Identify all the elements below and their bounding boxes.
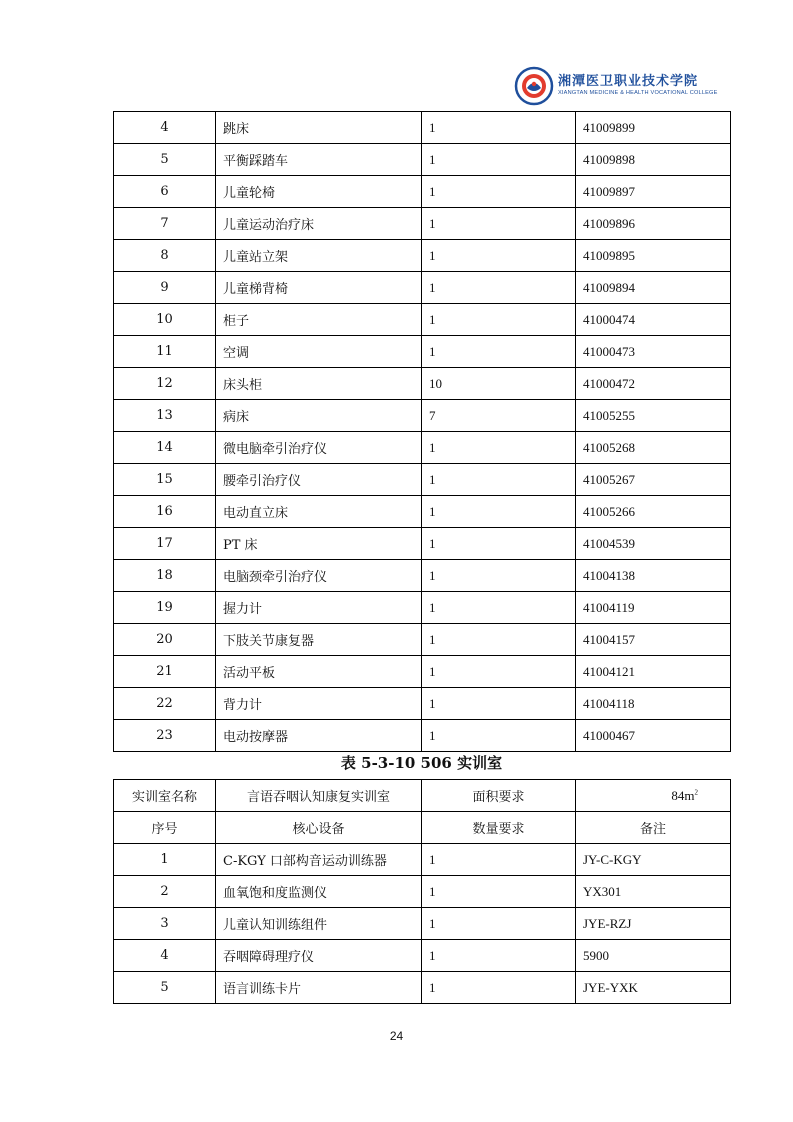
- row-number-cell: 10: [114, 304, 216, 336]
- quantity-cell: 1: [422, 720, 576, 752]
- area-value-cell: [576, 780, 731, 812]
- room-info-row: [114, 780, 731, 812]
- row-number-cell: 13: [114, 400, 216, 432]
- header-note: 备注: [576, 812, 731, 844]
- quantity-cell: 1: [422, 144, 576, 176]
- note-cell: 41000472: [576, 368, 731, 400]
- college-name-cn: 湘潭医卫职业技术学院: [558, 74, 699, 89]
- equipment-name-cell: 儿童认知训练组件: [216, 908, 422, 940]
- quantity-cell: 1: [422, 624, 576, 656]
- area-unit-superscript: 2: [694, 788, 698, 797]
- table-row: [114, 592, 731, 624]
- equipment-name-cell: 握力计: [216, 592, 422, 624]
- note-cell: 41005268: [576, 432, 731, 464]
- row-number-cell: 5: [114, 972, 216, 1004]
- quantity-cell: 1: [422, 972, 576, 1004]
- equipment-name-cell: 空调: [216, 336, 422, 368]
- page-number: 24: [389, 1029, 404, 1043]
- row-number-cell: 17: [114, 528, 216, 560]
- equipment-name-cell: 床头柜: [216, 368, 422, 400]
- table-row: [114, 144, 731, 176]
- area-label-cell: 面积要求: [422, 780, 576, 812]
- table-row: [114, 940, 731, 972]
- note-cell: 41000474: [576, 304, 731, 336]
- quantity-cell: 7: [422, 400, 576, 432]
- quantity-cell: 1: [422, 240, 576, 272]
- note-cell: 41004539: [576, 528, 731, 560]
- table-row: [114, 972, 731, 1004]
- note-cell: 41004118: [576, 688, 731, 720]
- note-cell: 41009899: [576, 112, 731, 144]
- note-cell: 41004157: [576, 624, 731, 656]
- note-cell: 41000467: [576, 720, 731, 752]
- row-number-cell: 3: [114, 908, 216, 940]
- quantity-cell: 1: [422, 940, 576, 972]
- equipment-name-cell: 微电脑牵引治疗仪: [216, 432, 422, 464]
- table-row: [114, 432, 731, 464]
- equipment-name-cell: 血氧饱和度监测仪: [216, 876, 422, 908]
- quantity-cell: 1: [422, 688, 576, 720]
- equipment-name-cell: 儿童梯背椅: [216, 272, 422, 304]
- row-number-cell: 1: [114, 844, 216, 876]
- table-row: [114, 112, 731, 144]
- note-cell: 41004121: [576, 656, 731, 688]
- equipment-name-cell: 电动直立床: [216, 496, 422, 528]
- note-cell: 41004138: [576, 560, 731, 592]
- row-number-cell: 4: [114, 112, 216, 144]
- note-cell: 41009896: [576, 208, 731, 240]
- table-row: [114, 400, 731, 432]
- quantity-cell: 1: [422, 432, 576, 464]
- note-cell: 41005267: [576, 464, 731, 496]
- row-number-cell: 14: [114, 432, 216, 464]
- row-number-cell: 16: [114, 496, 216, 528]
- quantity-cell: 1: [422, 208, 576, 240]
- note-cell: YX301: [576, 876, 731, 908]
- note-cell: 41005255: [576, 400, 731, 432]
- note-cell: 41009897: [576, 176, 731, 208]
- table-row: [114, 368, 731, 400]
- table-row: [114, 688, 731, 720]
- row-number-cell: 11: [114, 336, 216, 368]
- quantity-cell: 1: [422, 908, 576, 940]
- equipment-name-cell: 电脑颈牵引治疗仪: [216, 560, 422, 592]
- table-row: [114, 656, 731, 688]
- equipment-name-cell: 柜子: [216, 304, 422, 336]
- equipment-table-body: [114, 112, 731, 752]
- table-row: [114, 336, 731, 368]
- table-row: [114, 240, 731, 272]
- training-room-506-table: [113, 779, 731, 1004]
- room-equipment-body: [114, 844, 731, 1004]
- table-row: [114, 496, 731, 528]
- table-row: [114, 464, 731, 496]
- equipment-name-cell: 跳床: [216, 112, 422, 144]
- college-emblem-icon: [514, 66, 554, 106]
- equipment-name-cell: 平衡踩踏车: [216, 144, 422, 176]
- note-cell: 41000473: [576, 336, 731, 368]
- header-qty: 数量要求: [422, 812, 576, 844]
- equipment-name-cell: 病床: [216, 400, 422, 432]
- quantity-cell: 1: [422, 876, 576, 908]
- header-name: 核心设备: [216, 812, 422, 844]
- table-row: [114, 560, 731, 592]
- quantity-cell: 1: [422, 528, 576, 560]
- equipment-name-cell: 儿童运动治疗床: [216, 208, 422, 240]
- college-name-en: XIANGTAN MEDICINE & HEALTH VOCATIONAL COLLEGE: [558, 90, 718, 96]
- quantity-cell: 1: [422, 176, 576, 208]
- equipment-name-cell: 背力计: [216, 688, 422, 720]
- quantity-cell: 10: [422, 368, 576, 400]
- equipment-table-continued: [113, 111, 731, 752]
- row-number-cell: 22: [114, 688, 216, 720]
- note-cell: 41009898: [576, 144, 731, 176]
- quantity-cell: 1: [422, 560, 576, 592]
- note-cell: 41005266: [576, 496, 731, 528]
- area-value: 84m: [671, 787, 695, 803]
- table-row: [114, 528, 731, 560]
- college-logo: [514, 66, 774, 106]
- note-cell: JYE-RZJ: [576, 908, 731, 940]
- quantity-cell: 1: [422, 272, 576, 304]
- quantity-cell: 1: [422, 844, 576, 876]
- row-number-cell: 19: [114, 592, 216, 624]
- header-no: 序号: [114, 812, 216, 844]
- row-number-cell: 6: [114, 176, 216, 208]
- quantity-cell: 1: [422, 112, 576, 144]
- row-number-cell: 21: [114, 656, 216, 688]
- equipment-name-cell: 电动按摩器: [216, 720, 422, 752]
- table-row: [114, 624, 731, 656]
- room-label-cell: 实训室名称: [114, 780, 216, 812]
- row-number-cell: 9: [114, 272, 216, 304]
- table-row: [114, 208, 731, 240]
- quantity-cell: 1: [422, 592, 576, 624]
- row-number-cell: 8: [114, 240, 216, 272]
- equipment-name-cell: 儿童站立架: [216, 240, 422, 272]
- quantity-cell: 1: [422, 304, 576, 336]
- note-cell: JY-C-KGY: [576, 844, 731, 876]
- table-row: [114, 908, 731, 940]
- row-number-cell: 7: [114, 208, 216, 240]
- table-row: [114, 272, 731, 304]
- quantity-cell: 1: [422, 656, 576, 688]
- row-number-cell: 18: [114, 560, 216, 592]
- table-row: [114, 176, 731, 208]
- equipment-name-cell: 吞咽障碍理疗仪: [216, 940, 422, 972]
- equipment-name-cell: 腰牵引治疗仪: [216, 464, 422, 496]
- row-number-cell: 4: [114, 940, 216, 972]
- equipment-name-cell: 儿童轮椅: [216, 176, 422, 208]
- row-number-cell: 23: [114, 720, 216, 752]
- table-row: [114, 844, 731, 876]
- table-row: [114, 876, 731, 908]
- row-number-cell: 12: [114, 368, 216, 400]
- note-cell: 41009894: [576, 272, 731, 304]
- room-name-cell: 言语吞咽认知康复实训室: [216, 780, 422, 812]
- equipment-name-cell: C-KGY 口部构音运动训练器: [216, 844, 422, 876]
- table-row: [114, 720, 731, 752]
- note-cell: 41004119: [576, 592, 731, 624]
- equipment-name-cell: 下肢关节康复器: [216, 624, 422, 656]
- row-number-cell: 2: [114, 876, 216, 908]
- quantity-cell: 1: [422, 336, 576, 368]
- quantity-cell: 1: [422, 496, 576, 528]
- row-number-cell: 15: [114, 464, 216, 496]
- equipment-name-cell: 活动平板: [216, 656, 422, 688]
- row-number-cell: 20: [114, 624, 216, 656]
- equipment-name-cell: 语言训练卡片: [216, 972, 422, 1004]
- table-row: [114, 304, 731, 336]
- quantity-cell: 1: [422, 464, 576, 496]
- note-cell: 5900: [576, 940, 731, 972]
- row-number-cell: 5: [114, 144, 216, 176]
- note-cell: 41009895: [576, 240, 731, 272]
- table-caption: 表 5-3-10 506 实训室: [340, 754, 503, 772]
- note-cell: JYE-YXK: [576, 972, 731, 1004]
- equipment-name-cell: PT 床: [216, 528, 422, 560]
- table-header-row: [114, 812, 731, 844]
